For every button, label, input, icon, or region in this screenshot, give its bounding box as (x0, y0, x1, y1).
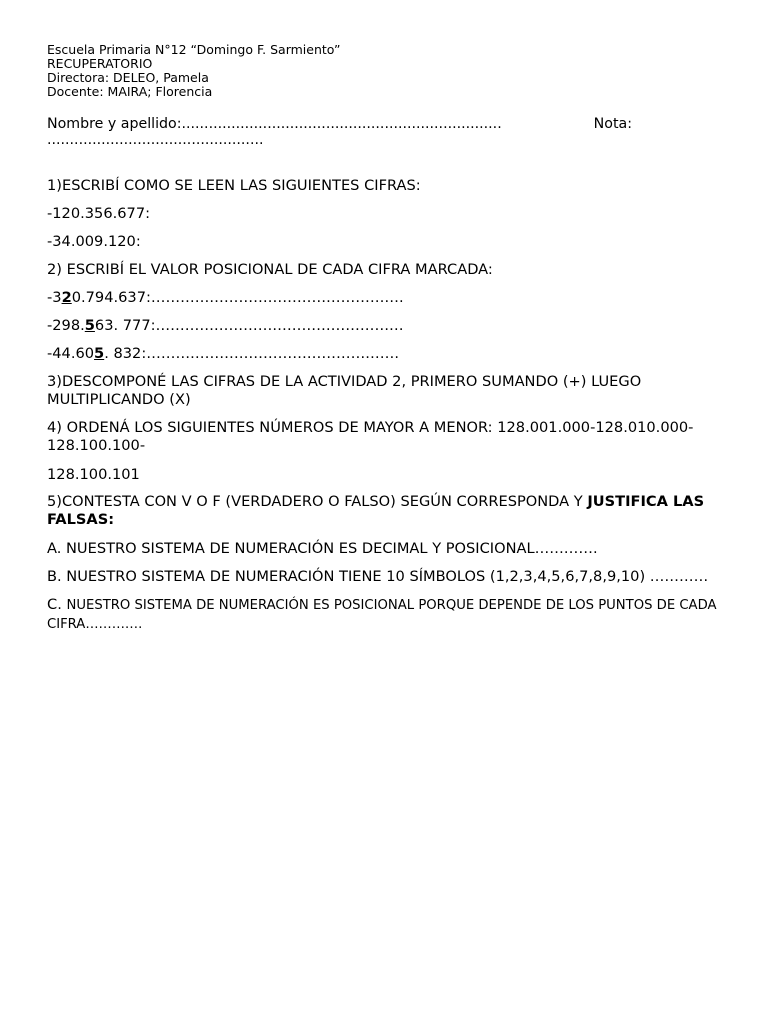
digit-suffix: 0.794.637:……………………………………………. (71, 289, 404, 306)
question-1-title: 1)ESCRIBÍ COMO SE LEEN LAS SIGUIENTES CIFRAS: (47, 177, 421, 194)
question-4-title: 4) ORDENÁ LOS SIGUIENTES NÚMEROS DE MAYOR A MENOR: 128.001.000-128.010.000-128.100.100- (47, 419, 694, 454)
item-c-text: NUESTRO SISTEMA DE NUMERACIÓN ES POSICIONAL PORQUE DEPENDE DE LOS PUNTOS DE CADA CIFRA…………. (47, 598, 717, 632)
question-3-title: 3)DESCOMPONÉ LAS CIFRAS DE LA ACTIVIDAD 2, PRIMERO SUMANDO (+) LUEGO MULTIPLICANDO (X) (47, 373, 642, 408)
document-page (47, 43, 717, 634)
grade-field: ................................................ (47, 132, 264, 148)
question-4-continuation: 128.100.101 (47, 466, 140, 483)
question-2-item (47, 317, 717, 335)
question-5-item-c (47, 596, 717, 634)
item-c-letter: C. (47, 596, 67, 613)
question-1-item: -120.356.677: (47, 205, 151, 222)
question-2-item (47, 289, 717, 307)
question-1-item: -34.009.120: (47, 233, 141, 250)
question-5-emphasis: JUSTIFICA LAS FALSAS: (47, 493, 705, 528)
digit-prefix: -3 (47, 289, 62, 306)
student-info (47, 116, 717, 148)
marked-digit: 5 (84, 317, 95, 334)
digit-prefix: -298. (47, 317, 85, 334)
question-5-item-b: B. NUESTRO SISTEMA DE NUMERACIÓN TIENE 10 SÍMBOLOS (1,2,3,4,5,6,7,8,9,10) ………… (47, 568, 709, 585)
digit-suffix: 63. 777:…………………………………………… (94, 317, 404, 334)
student-name-field: Nombre y apellido:....................................................................... (47, 116, 502, 132)
marked-digit: 5 (94, 345, 105, 362)
question-5-text: 5)CONTESTA CON V O F (VERDADERO O FALSO) SEGÚN CORRESPONDA Y (47, 493, 588, 510)
question-5-title (47, 493, 717, 529)
question-2-item (47, 345, 717, 363)
exam-type: RECUPERATORIO (47, 56, 153, 71)
question-2-title: 2) ESCRIBÍ EL VALOR POSICIONAL DE CADA CIFRA MARCADA: (47, 261, 493, 278)
school-name: Escuela Primaria N°12 “Domingo F. Sarmiento” (47, 42, 341, 57)
digit-suffix: . 832:……………………………………………. (104, 345, 399, 362)
director-name: Directora: DELEO, Pamela (47, 70, 209, 85)
question-5-item-a: A. NUESTRO SISTEMA DE NUMERACIÓN ES DECIMAL Y POSICIONAL…………. (47, 540, 598, 557)
exam-body (47, 177, 717, 634)
grade-label: Nota: (593, 116, 632, 132)
marked-digit: 2 (61, 289, 72, 306)
teacher-name: Docente: MAIRA; Florencia (47, 84, 213, 99)
document-header (47, 43, 717, 99)
digit-prefix: -44.60 (47, 345, 95, 362)
